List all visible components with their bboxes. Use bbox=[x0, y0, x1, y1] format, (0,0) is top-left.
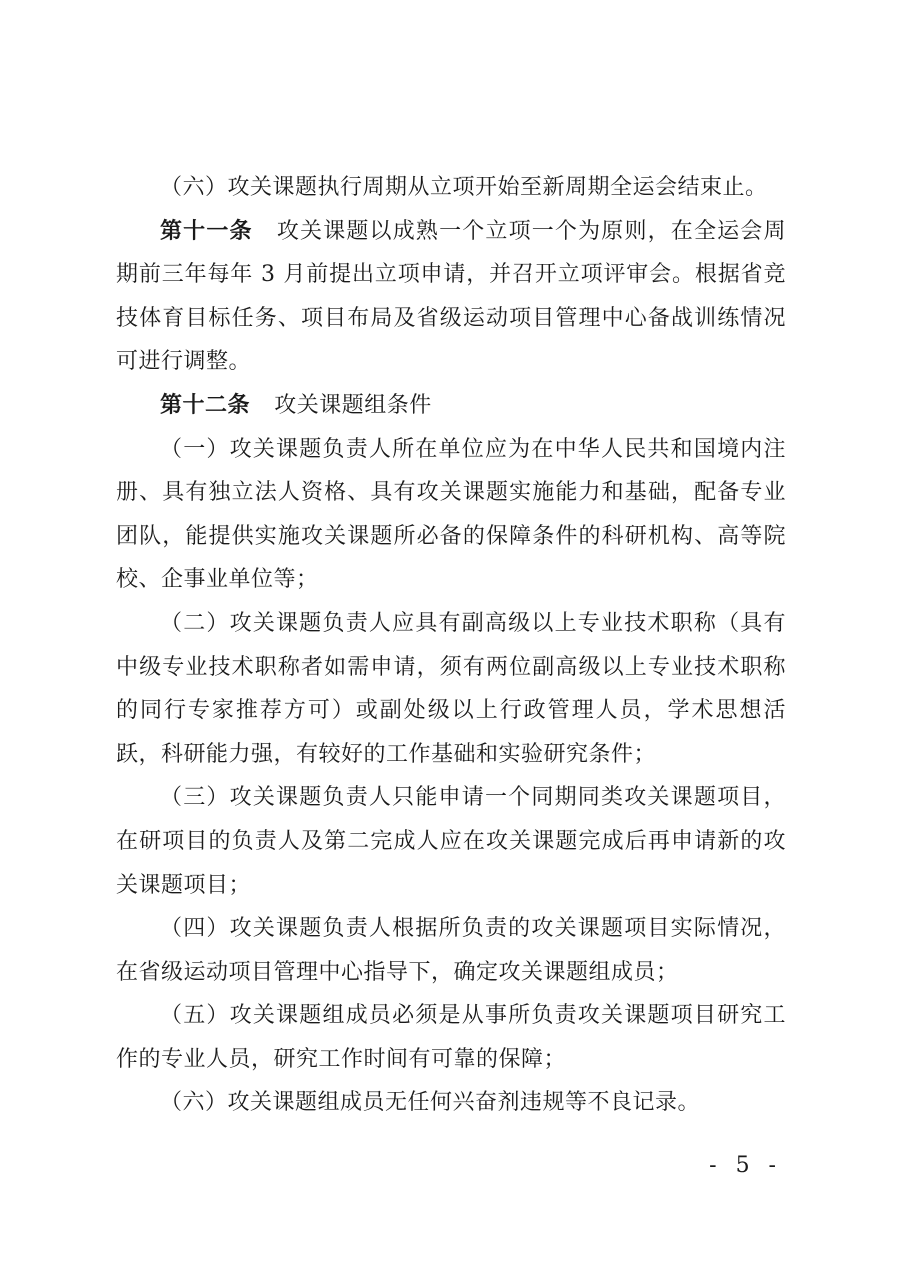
article-12: 第十二条 攻关课题组条件 bbox=[160, 392, 432, 418]
condition-3: （三）攻关课题负责人只能申请一个同期同类攻关课题项目，在研项目的负责人及第二完成人应在攻关课题完成后再申请新的攻关课题项目； bbox=[116, 785, 786, 898]
document-body bbox=[116, 166, 786, 1125]
article-heading: 第十二条 bbox=[160, 392, 251, 418]
condition-4: （四）攻关课题负责人根据所负责的攻关课题项目实际情况，在省级运动项目管理中心指导下，确定攻关课题组成员； bbox=[116, 916, 786, 985]
paragraph-period: （六）攻关课题执行周期从立项开始至新周期全运会结束止。 bbox=[160, 175, 768, 200]
condition-5: （五）攻关课题组成员必须是从事所负责攻关课题项目研究工作的专业人员，研究工作时间有可靠的保障； bbox=[116, 1003, 786, 1072]
article-heading: 第十一条 bbox=[160, 218, 253, 244]
condition-1: （一）攻关课题负责人所在单位应为在中华人民共和国境内注册、具有独立法人资格、具有攻关课题实施能力和基础，配备专业团队，能提供实施攻关课题所必备的保障条件的科研机构、高等院校、企事业单位等； bbox=[116, 436, 786, 593]
article-11: 第十一条 攻关课题以成熟一个立项一个为原则，在全运会周期前三年每年 3 月前提出立项申请，并召开立项评审会。根据省竞技体育目标任务、项目布局及省级运动项目管理中心备战训练情况可进行调整。 bbox=[116, 218, 786, 375]
page-number: - 5 - bbox=[709, 1153, 782, 1178]
condition-2: （二）攻关课题负责人应具有副高级以上专业技术职称（具有中级专业技术职称者如需申请，须有两位副高级以上专业技术职称的同行专家推荐方可）或副处级以上行政管理人员，学术思想活跃，科研能力强，有较好的工作基础和实验研究条件； bbox=[116, 610, 786, 767]
condition-6: （六）攻关课题组成员无任何兴奋剂违规等不良记录。 bbox=[160, 1090, 701, 1116]
